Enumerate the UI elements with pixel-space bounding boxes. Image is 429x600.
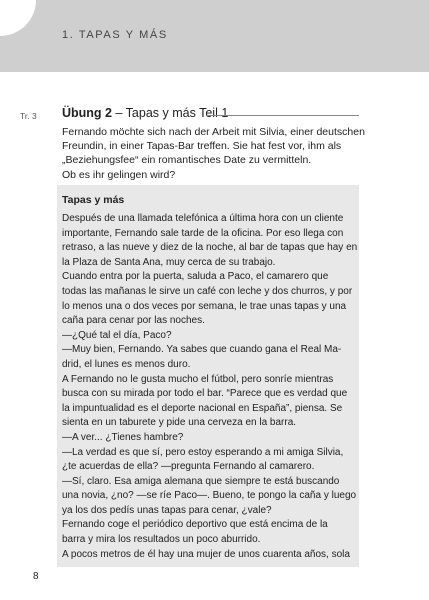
page-number: 8 (33, 571, 39, 582)
exercise-title-rest: – Tapas y más Teil 1 (112, 106, 229, 120)
text-line: la Plaza de Santa Ana, muy cerca de su trabajo. (62, 256, 276, 268)
text-box-body (62, 212, 358, 562)
text-line: caña para cenar por las noches. (62, 315, 205, 327)
track-label: Tr. 3 (20, 111, 37, 121)
text-line: busca con su mirada por todo el bar. “Parece que es verdad que (62, 388, 348, 400)
intro-line: Ob es ihr gelingen wird? (62, 168, 176, 181)
text-line: sienta en un taburete y pide una cerveza en la barra. (62, 417, 297, 429)
text-line: —¿Qué tal el día, Paco? (62, 329, 172, 341)
intro-line: Freundin, in einer Tapas-Bar treffen. Sie hat fest vor, ihm als (62, 140, 342, 153)
text-line: barra y mira los resultados un poco aburrido. (62, 534, 261, 546)
text-line: Fernando coge el periódico deportivo que está encima de la (62, 519, 328, 531)
text-line: —Sí, claro. Esa amiga alemana que siempre te está buscando (62, 475, 340, 487)
text-line: —Muy bien, Fernando. Ya sabes que cuando gana el Real Ma- (62, 344, 342, 356)
text-box-title: Tapas y más (62, 194, 125, 206)
text-line: una novia, ¿no? —se ríe Paco—. Bueno, te pongo la caña y luego (62, 490, 357, 502)
text-line: A pocos metros de él hay una mujer de unos cuarenta años, sola (62, 548, 350, 560)
text-line: lo menos una o dos veces por semana, le trae unas tapas y una (62, 300, 347, 312)
text-line: ya los dos pedís unas tapas para cenar, ¿vale? (62, 504, 272, 516)
text-line: —La verdad es que sí, pero estoy esperando a mi amiga Silvia, (62, 446, 344, 458)
chapter-title: 1. TAPAS Y MÁS (62, 29, 168, 41)
title-rule (207, 115, 359, 116)
text-line: ¿te acuerdas de ella? —pregunta Fernando al camarero. (62, 461, 315, 473)
exercise-title-bold: Übung 2 (62, 106, 112, 120)
text-line: Después de una llamada telefónica a última hora con un cliente (62, 213, 344, 224)
text-line: la impuntualidad es el deporte nacional en España”, piensa. Se (62, 402, 343, 414)
text-line: importante, Fernando sale tarde de la oficina. Por eso llega con (62, 227, 344, 239)
intro-line: Fernando möchte sich nach der Arbeit mit Silvia, einer deutschen (62, 126, 365, 138)
text-line: —A ver... ¿Tienes hambre? (62, 431, 184, 443)
text-line: Cuando entra por la puerta, saluda a Paco, el camarero que (62, 271, 329, 283)
exercise-intro (62, 125, 365, 182)
intro-line: „Beziehungsfee“ ein romantisches Date zu vermitteln. (62, 154, 312, 167)
text-line: drid, el lunes es menos duro. (62, 358, 191, 370)
text-line: todas las mañanas le sirve un café con leche y dos churros, y por (62, 285, 353, 297)
text-line: A Fernando no le gusta mucho el fútbol, pero sonríe mientras (62, 373, 334, 385)
text-line: retraso, a las nueve y diez de la noche, al bar de tapas que hay en (62, 242, 358, 254)
exercise-title (62, 106, 228, 120)
